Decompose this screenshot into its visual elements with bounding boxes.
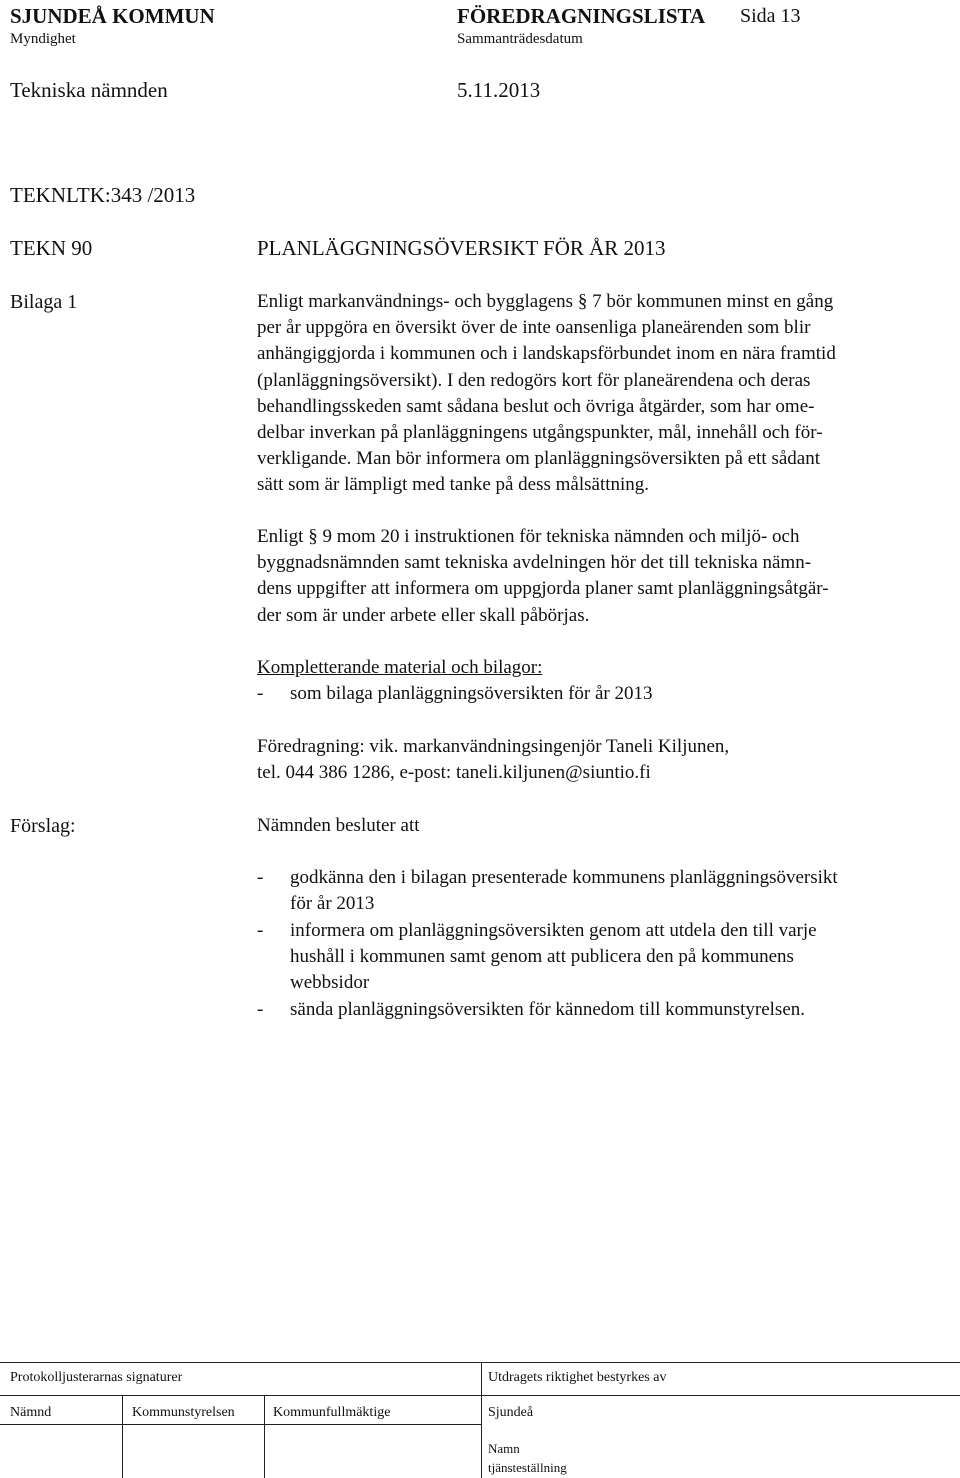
proposal-line: informera om planläggningsöversikten genom att utdela den till varje — [290, 920, 817, 941]
materials-heading: Kompletterande material och bilagor: — [257, 657, 543, 678]
meeting-date-label: Sammanträdesdatum — [457, 31, 583, 47]
footer-center-divider — [481, 1362, 482, 1478]
paragraph-line: behandlingsskeden samt sådana beslut och övriga åtgärder, som har ome- — [257, 395, 815, 417]
paragraph-line: byggnadsnämnden samt tekniska avdelningen hör det till tekniska nämn- — [257, 552, 812, 574]
doc-type: FÖREDRAGNINGSLISTA — [457, 4, 706, 28]
presenter-line-1: Föredragning: vik. markanvändningsingenjör Taneli Kiljunen, — [257, 736, 730, 757]
page-number: Sida 13 — [740, 5, 801, 27]
column-namnd: Nämnd — [10, 1405, 52, 1420]
signatures-label: Protokolljusterarnas signaturer — [10, 1370, 183, 1385]
list-dash: - — [257, 683, 264, 704]
certify-label: Utdragets riktighet bestyrkes av — [488, 1370, 667, 1385]
certify-position-label: tjänsteställning — [488, 1460, 567, 1475]
list-dash: - — [257, 920, 264, 941]
paragraph-line: der som är under arbete eller skall påbörjas. — [257, 604, 590, 626]
certify-name-label: Namn — [488, 1441, 520, 1456]
meeting-date: 5.11.2013 — [457, 78, 541, 102]
paragraph-line: (planläggningsöversikt). I den redogörs kort för planeärendena och deras — [257, 369, 811, 391]
footer-col-divider-2 — [264, 1395, 265, 1478]
paragraph-line: Enligt § 9 mom 20 i instruktionen för tekniska nämnden och miljö- och — [257, 526, 800, 547]
proposal-line: hushåll i kommunen samt genom att publicera den på kommunens — [290, 946, 794, 968]
list-dash: - — [257, 999, 264, 1020]
authority-label: Myndighet — [10, 31, 76, 47]
org-name: SJUNDEÅ KOMMUN — [10, 4, 215, 28]
attachment-label: Bilaga 1 — [10, 291, 78, 313]
proposal-line: för år 2013 — [290, 893, 375, 915]
column-kommunfullmaktige: Kommunfullmäktige — [273, 1405, 391, 1420]
proposal-intro: Nämnden besluter att — [257, 815, 420, 836]
case-title: PLANLÄGGNINGSÖVERSIKT FÖR ÅR 2013 — [257, 236, 666, 260]
paragraph-1 — [257, 289, 957, 499]
proposal-line: webbsidor — [290, 972, 370, 994]
proposal-line: godkänna den i bilagan presenterade kommunens planläggningsöversikt — [290, 867, 838, 888]
paragraph-line: per år uppgöra en översikt över de inte oansenliga planeärenden som blir — [257, 317, 811, 339]
paragraph-line: delbar inverkan på planläggningens utgångspunkter, mål, innehåll och för- — [257, 422, 823, 444]
proposal-line: sända planläggningsöversikten för kännedom till kommunstyrelsen. — [290, 999, 806, 1020]
certify-place: Sjundeå — [488, 1405, 534, 1420]
footer-row-rule — [0, 1424, 481, 1425]
paragraph-2 — [257, 524, 957, 629]
section-number: TEKN 90 — [10, 236, 93, 260]
column-kommunstyrelsen: Kommunstyrelsen — [132, 1405, 235, 1420]
case-reference: TEKNLTK:343 /2013 — [10, 183, 196, 207]
footer-col-divider-1 — [122, 1395, 123, 1478]
paragraph-line: Enligt markanvändnings- och bygglagens § 7 bör kommunen minst en gång — [257, 291, 834, 312]
list-dash: - — [257, 867, 264, 888]
presenter-line-2: tel. 044 386 1286, e-post: taneli.kiljunen@siuntio.fi — [257, 762, 651, 783]
authority-name: Tekniska nämnden — [10, 78, 168, 102]
proposal-label: Förslag: — [10, 815, 76, 837]
footer-mid-rule — [0, 1395, 960, 1396]
paragraph-line: dens uppgifter att informera om uppgjorda planer samt planläggningsåtgär- — [257, 578, 829, 600]
paragraph-line: sätt som är lämpligt med tanke på dess målsättning. — [257, 474, 650, 496]
paragraph-line: anhängiggjorda i kommunen och i landskapsförbundet inom en nära framtid — [257, 343, 836, 365]
footer-top-rule — [0, 1362, 960, 1363]
paragraph-line: verkligande. Man bör informera om planläggningsöversikten på ett sådant — [257, 448, 820, 470]
materials-item-text: som bilaga planläggningsöversikten för år 2013 — [290, 683, 653, 704]
